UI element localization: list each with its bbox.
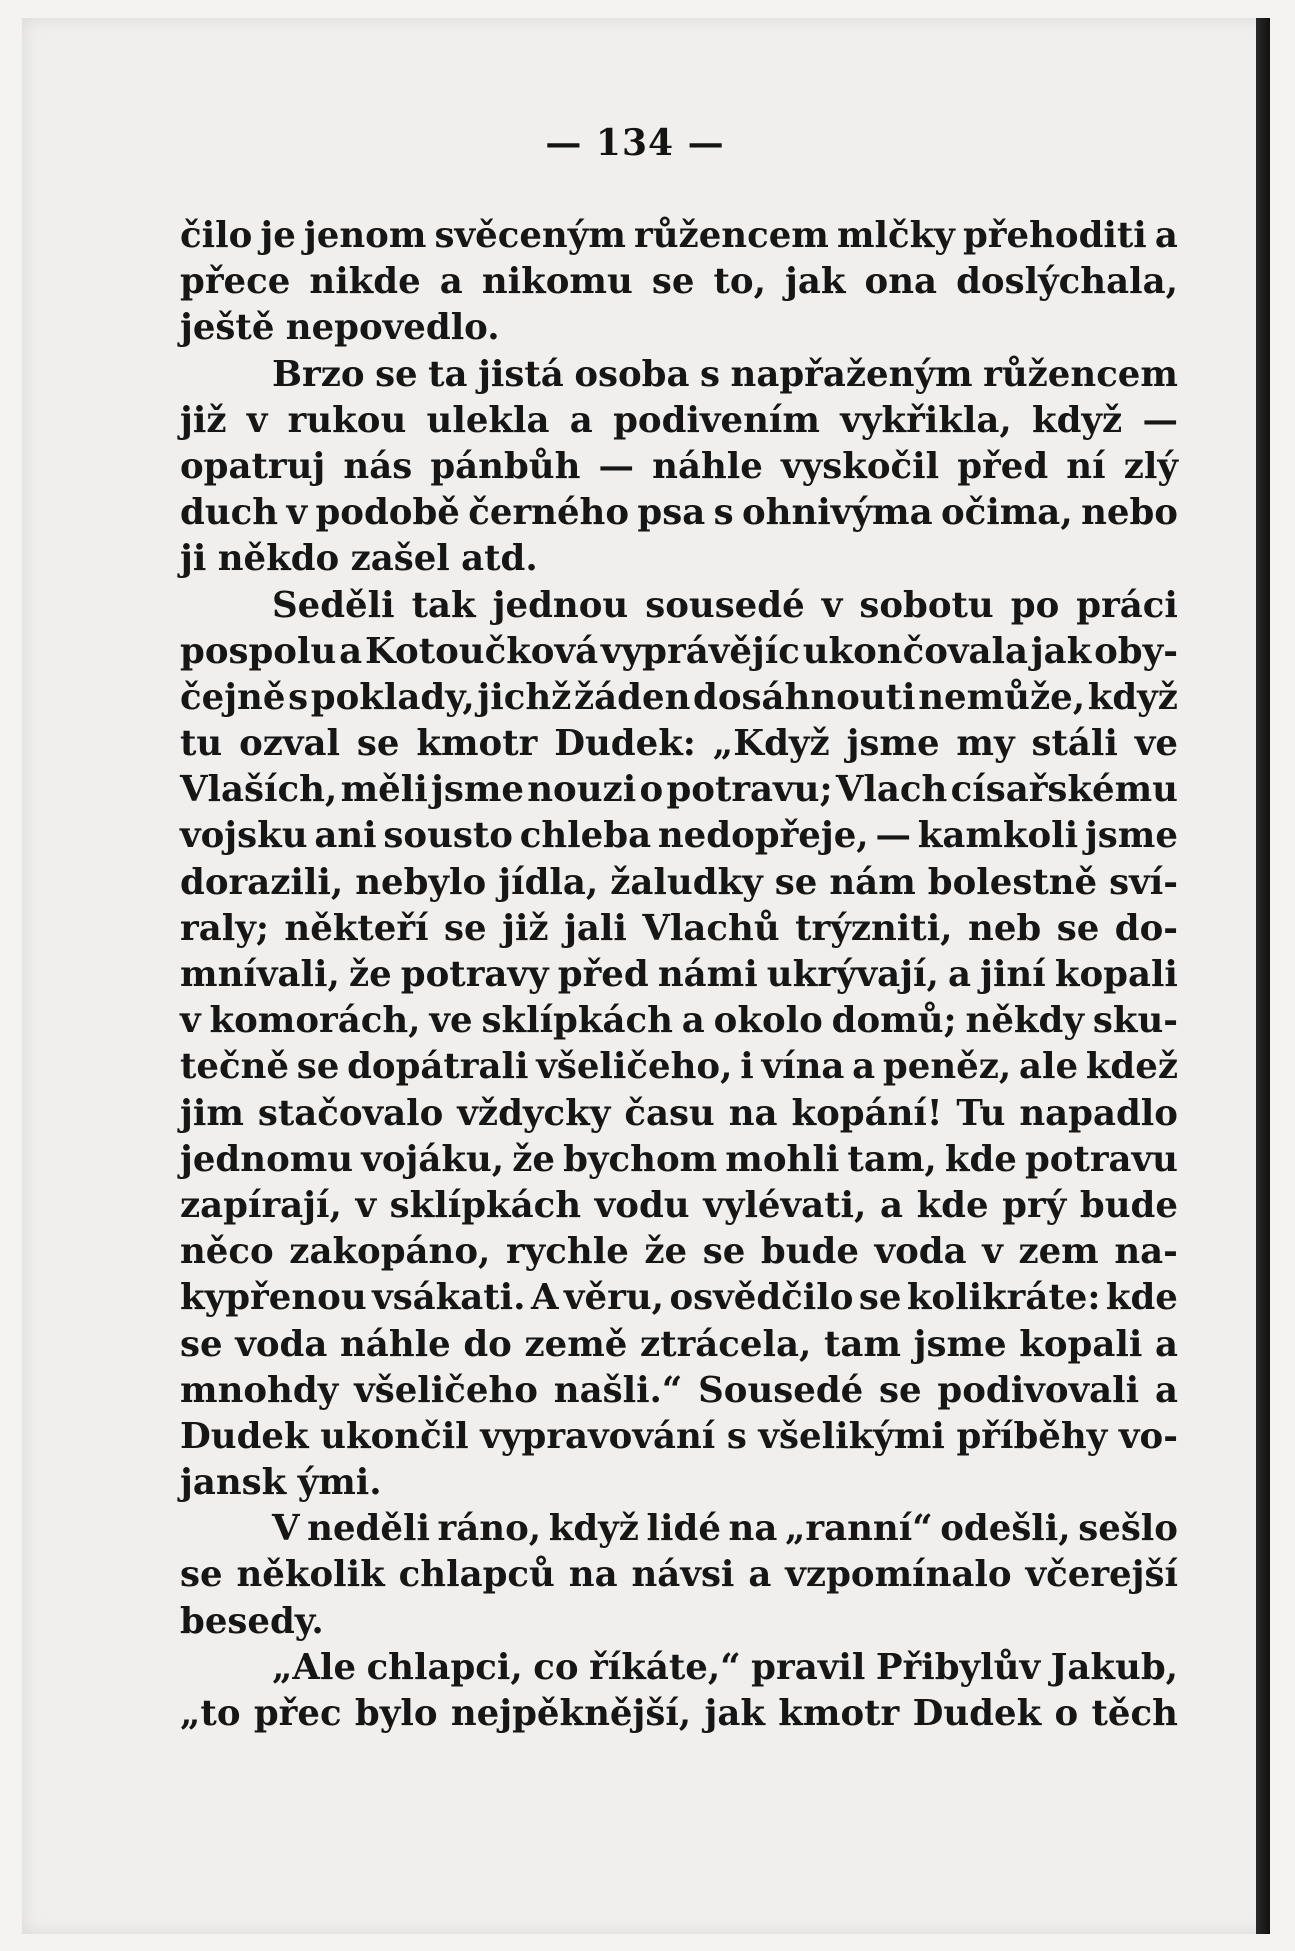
text-line: tečně se dopátrali všeličeho, i vína a peněz, ale kdež bbox=[180, 1046, 1178, 1088]
text-line: kypřenou vsákati. A věru, osvědčilo se kolikráte: kde bbox=[180, 1277, 1178, 1319]
text-line: jim stačovalo vždycky času na kopání! Tu napadlo bbox=[180, 1092, 1178, 1134]
text-line: „to přec bylo nejpěknější, jak kmotr Dudek o těch bbox=[180, 1693, 1178, 1734]
text-line: Seděli tak jednou sousedé v sobotu po práci bbox=[272, 584, 1178, 626]
text-line: tu ozval se kmotr Dudek: „Když jsme my stáli ve bbox=[180, 723, 1178, 765]
text-line: vojsku ani sousto chleba nedopřeje, — kamkoli jsme bbox=[180, 815, 1178, 857]
text-line: dorazili, nebylo jídla, žaludky se nám bolestně sví- bbox=[180, 861, 1178, 903]
text-line: něco zakopáno, rychle že se bude voda v zem na- bbox=[180, 1231, 1178, 1273]
text-line: se voda náhle do země ztrácela, tam jsme kopali a bbox=[180, 1323, 1178, 1365]
text-line: se několik chlapců na návsi a vzpomínalo včerejší bbox=[180, 1554, 1178, 1596]
text-line: jednomu vojáku, že bychom mohli tam, kde potravu bbox=[180, 1138, 1178, 1180]
text-line: pospolu a Kotoučková vyprávějíc ukončovala jak oby- bbox=[180, 630, 1178, 672]
text-line: mnohdy všeličeho našli.“ Sousedé se podivovali a bbox=[180, 1369, 1178, 1411]
text-line: raly; někteří se již jali Vlachů trýzniti, neb se do- bbox=[180, 907, 1178, 949]
text-line: v komorách, ve sklípkách a okolo domů; někdy sku- bbox=[180, 1000, 1178, 1042]
text-line: opatruj nás pánbůh — náhle vyskočil před ní zlý bbox=[180, 445, 1178, 487]
text-line: Dudek ukončil vypravování s všelikými příběhy vo- bbox=[180, 1415, 1178, 1457]
text-line: čejně s poklady, jichž žáden dosáhnouti nemůže, když bbox=[180, 676, 1178, 718]
text-line: čilo je jenom svěceným růžencem mlčky přehoditi a bbox=[180, 215, 1178, 256]
page-edge-shadow bbox=[1256, 18, 1270, 1934]
text-line: ještě nepovedlo. bbox=[180, 307, 500, 349]
text-line: ji někdo zašel atd. bbox=[180, 538, 538, 580]
text-line: duch v podobě černého psa s ohnivýma očima, nebo bbox=[180, 492, 1178, 534]
page-number: — 134 — bbox=[545, 122, 725, 164]
text-line: besedy. bbox=[180, 1600, 324, 1642]
text-line: přece nikde a nikomu se to, jak ona doslýchala, bbox=[180, 261, 1178, 303]
text-line: V neděli ráno, když lidé na „ranní“ odešli, sešlo bbox=[272, 1508, 1178, 1550]
text-line: „Ale chlapci, co říkáte,“ pravil Přibylův Jakub, bbox=[272, 1646, 1178, 1688]
text-line: již v rukou ulekla a podivením vykřikla, když — bbox=[180, 399, 1178, 441]
text-line: mnívali, že potravy před námi ukrývají, a jiní kopali bbox=[180, 954, 1178, 995]
text-line: Vlaších, měli jsme nouzi o potravu; Vlach císařskému bbox=[180, 769, 1178, 811]
text-line: zapírají, v sklípkách vodu vylévati, a kde prý bude bbox=[180, 1184, 1178, 1226]
text-line: jansk ými. bbox=[180, 1462, 382, 1504]
body-text bbox=[180, 213, 1178, 1737]
text-line: Brzo se ta jistá osoba s napřaženým růžencem bbox=[272, 353, 1178, 395]
